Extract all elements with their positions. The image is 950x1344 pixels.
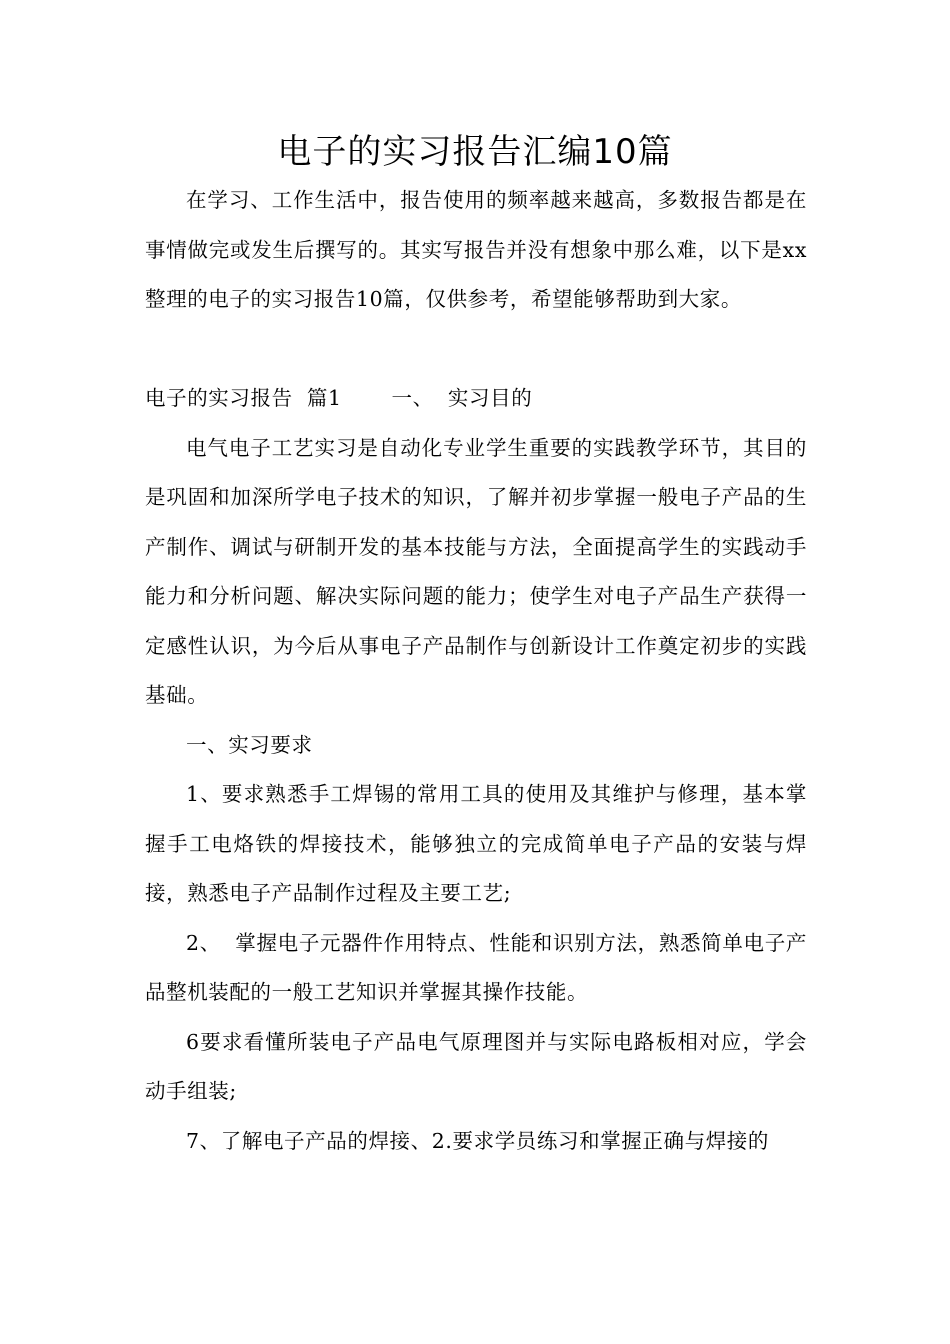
subheading-requirements: 一、实习要求: [186, 732, 313, 757]
blank-line: [145, 325, 807, 375]
body-paragraph-purpose: 电气电子工艺实习是自动化专业学生重要的实践教学环节，其目的是巩固和加深所学电子技术的知识，了解并初步掌握一般电子产品的生产制作、调试与研制开发的基本技能与方法，全面提高学生的实践动手能力和分析问题、解决实际问题的能力；使学生对电子产品生产获得一定感性认识，为今后从事电子产品制作与创新设计工作奠定初步的实践基础。: [145, 435, 807, 707]
requirement-item-7: 7、了解电子产品的焊接、2.要求学员练习和掌握正确与焊接的: [186, 1128, 769, 1153]
requirement-item-2: 2、 掌握电子元器件作用特点、性能和识别方法，熟悉简单电子产品整机装配的一般工艺知识并掌握其操作技能。: [145, 930, 807, 1004]
document-body: [145, 176, 807, 1166]
requirement-item-6: 6要求看懂所装电子产品电气原理图并与实际电路板相对应，学会动手组装;: [145, 1029, 807, 1103]
section-heading: 电子的实习报告 篇1 一、 实习目的: [145, 386, 533, 410]
intro-paragraph: 在学习、工作生活中，报告使用的频率越来越高，多数报告都是在事情做完或发生后撰写的。其实写报告并没有想象中那么难，以下是xx整理的电子的实习报告10篇，仅供参考，希望能够帮助到大家。: [145, 188, 807, 311]
requirement-item-1: 1、要求熟悉手工焊锡的常用工具的使用及其维护与修理，基本掌握手工电烙铁的焊接技术，能够独立的完成简单电子产品的安装与焊接，熟悉电子产品制作过程及主要工艺;: [145, 782, 807, 905]
document-title: 电子的实习报告汇编10篇: [277, 132, 673, 172]
